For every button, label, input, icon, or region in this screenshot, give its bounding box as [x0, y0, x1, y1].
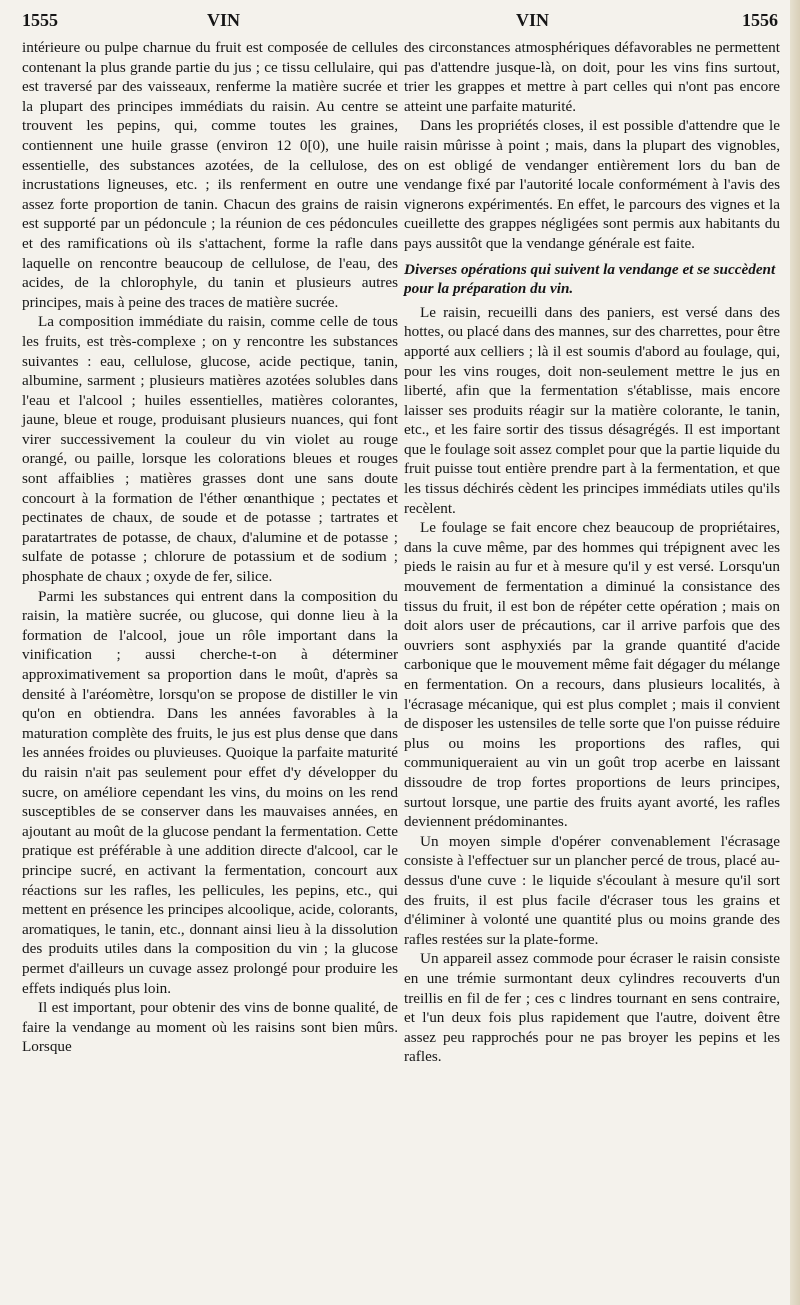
right-text-column: [404, 38, 780, 1067]
section-heading: Diverses opérations qui suivent la vendange et se succèdent pour la préparation du vin.: [404, 260, 776, 298]
left-running-head: VIN: [207, 10, 241, 30]
right-page-number: 1556: [742, 10, 778, 30]
left-page-header: [22, 10, 392, 34]
paragraph: Le foulage se fait encore chez beaucoup de propriétaires, dans la cuve même, par des hommes qui trépignent avec les pieds le raisin au fur et à mesure qu'il y est versé. Lorsqu'un mouvement de fermentation a diminué la consistance des tissus du fruit, il est bon de répéter cette opération ; mais on doit alors user de précautions, car il arrive parfois que des ouvriers sont asphyxiés par la grande quantité d'acide carbonique que le mouvement même fait dégager du mélange en fermentation. On a recours, dans plusieurs localités, à l'écrasage mécanique, qui est plus complet ; mais il convient de disposer les ustensiles de telle sorte que l'on puisse réduire plus ou moins les proportions des rafles, qui communiqueraient au vin un goût trop acerbe en laissant dissoudre de trop fortes proportions de leurs principes, surtout lorsque, une partie des fruits ayant avorté, les rafles deviennent prédominantes.: [404, 519, 780, 831]
paragraph: Dans les propriétés closes, il est possible d'attendre que le raisin mûrisse à point ; mais, dans la plupart des vignobles, on est obligé de vendanger entièrement lors du ban de vendange fixé par l'autorité locale conformément à l'avis des vignerons expérimentés. En effet, le parcours des vignes et la cueillette des grappes négligées sont permis aux habitants du pays aussitôt que la vendange générale est faite.: [404, 117, 780, 252]
left-page-number: 1555: [22, 10, 58, 30]
paragraph: intérieure ou pulpe charnue du fruit est composée de cellules contenant la plus grande partie du jus ; ce tissu cellulaire, qui est traversé par des vaisseaux, renferme la matière sucrée et la plupart des principes immédiats du raisin. Au centre se trouvent les pepins, qui, comme toutes les graines, contiennent une huile grasse (environ 12 0[0), une huile essentielle, des substances azotées, de la cellulose, des incrustations ligneuses, etc. ; ils renferment en outre une assez forte proportion de tanin. Chacun des grains de raisin est supporté par un pédoncule ; la réunion de ces pédoncules et des ramifications où ils s'attachent, forme la rafle dans laquelle on rencontre beaucoup de cellulose, de l'eau, des acides, de la chlorophyle, du tanin et plusieurs autres principes, mais à peine des traces de matière sucrée.: [22, 39, 398, 311]
paragraph: Le raisin, recueilli dans des paniers, est versé dans des hottes, ou placé dans des mannes, sur des charrettes, pour être apporté aux celliers ; là il est soumis d'abord au foulage, qui, pour les vins rouges, doit non-seulement mettre le jus en liberté, afin que la fermentation s'établisse, mais encore laisser ses produits réagir sur la matière colorante, le tanin, etc., et les faire sortir des tissus désagrégés. Il est important que le foulage soit assez complet pour que la partie liquide du fruit puisse tout entière prendre part à la fermentation, et que les tissus déchirés cèdent les principes immédiats utiles qu'ils recèlent.: [404, 303, 780, 517]
right-running-head: VIN: [516, 10, 550, 30]
right-page-header: [406, 10, 778, 34]
paragraph: Parmi les substances qui entrent dans la composition du raisin, la matière sucrée, ou glucose, qui donne lieu à la formation de l'alcool, joue un rôle important dans la vinification ; aussi cherche-t-on à déterminer approximativement sa proportion dans le moût, d'après sa densité à l'aréomètre, lorsqu'on se propose de distiller le vin qu'on en obtiendra. Dans les années favorables à la maturation complète des fruits, le jus est plus dense que dans les années froides ou pluvieuses. Quoique la parfaite maturité du raisin n'ait pas seulement pour effet d'y développer du sucre, on améliore cependant les vins, du moins on les rend susceptibles de se conserver dans les mauvaises années, en ajoutant au moût de la glucose pendant la fermentation. Cette pratique est préférable à une addition directe d'alcool, car le principe sucré, en activant la fermentation, concourt aux réactions sur les rafles, les pellicules, les pepins, etc., qui mettent en présence les principes alcoolique, acide, colorants, aromatiques, le tanin, etc., donnant ainsi lieu à la dissolution des produits utiles dans la composition du vin ; la glucose permet d'ailleurs un cuvage assez prolongé pour produire les effets indiqués plus loin.: [22, 587, 398, 997]
paragraph: des circonstances atmosphériques défavorables ne permettent pas d'attendre jusque-là, on doit, pour les vins fins surtout, trier les grappes et mettre à part celles qui n'ont pas encore atteint une parfaite maturité.: [404, 39, 780, 115]
paragraph: La composition immédiate du raisin, comme celle de tous les fruits, est très-complexe ; on y rencontre les substances suivantes : eau, cellulose, glucose, acide pectique, tanin, albumine, sarment ; plusieurs matières azotées solubles dans l'eau et l'alcool ; huiles essentielles, matières colorantes, jaune, bleue et rouge, produisant plusieurs nuances, qui font virer successivement la couleur du vin violet au rouge orangé, ou paille, lorsque les colorations bleues et rouges sont affaiblies ; matières grasses dont une sans doute concourt à la formation de l'éther œnanthique ; pectates et pectinates de chaux, de soude et de potasse ; tartrates et paratartrates de potasse, de chaux, d'alumine et de potasse ; sulfate de potasse ; chlorure de potassium et de sodium ; phosphate de chaux ; oxyde de fer, silice.: [22, 313, 398, 586]
paragraph: Un moyen simple d'opérer convenablement l'écrasage consiste à l'effectuer sur un plancher percé de trous, placé au-dessus d'une cuve : le liquide s'écoulant à mesure qu'il sort des fruits, il est plus facile d'écraser tous les grains et d'éliminer à volonté une quantité plus ou moins grande des rafles restées sur la plate-forme.: [404, 832, 780, 948]
left-text-column: [22, 38, 398, 1057]
page-edge: [790, 0, 800, 1305]
paragraph: Un appareil assez commode pour écraser le raisin consiste en une trémie surmontant deux cylindres recouverts d'un treillis en fil de fer ; ces c lindres tournant en sens contraire, et l'un deux fois plus rapidement que l'autre, doivent être assez peu rapprochés pour ne pas broyer les pepins et les rafles.: [404, 950, 780, 1066]
paragraph: Il est important, pour obtenir des vins de bonne qualité, de faire la vendange au moment où les raisins sont bien mûrs. Lorsque: [22, 999, 398, 1056]
